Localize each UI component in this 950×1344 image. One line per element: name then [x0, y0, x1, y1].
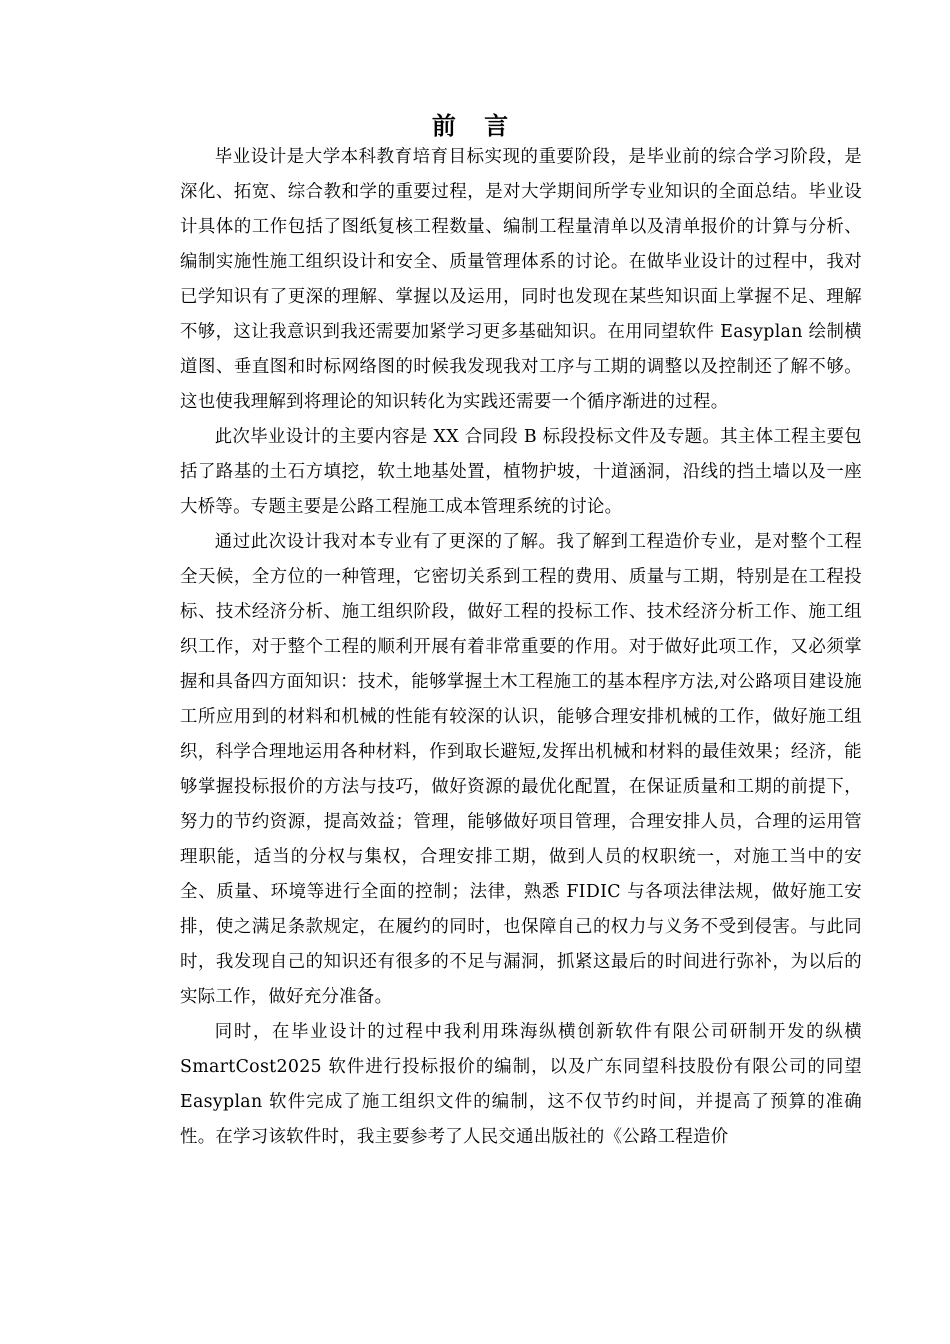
paragraph-1: 毕业设计是大学本科教育培育目标实现的重要阶段，是毕业前的综合学习阶段，是深化、拓宽、综合教和学的重要过程，是对大学期间所学专业知识的全面总结。毕业设计具体的工作包括了图纸复核工程数量、编制工程量清单以及清单报价的计算与分析、编制实施性施工组织设计和安全、质量管理体系的讨论。在做毕业设计的过程中，我对已学知识有了更深的理解、掌握以及运用，同时也发现在某些知识面上掌握不足、理解不够，这让我意识到我还需要加紧学习更多基础知识。在用同望软件 Easyplan 绘制横道图、垂直图和时标网络图的时候我发现我对工序与工期的调整以及控制还了解不够。这也使我理解到将理论的知识转化为实践还需要一个循序渐进的过程。: [180, 147, 862, 412]
document-body: [180, 140, 862, 1155]
paragraph-4: 同时，在毕业设计的过程中我利用珠海纵横创新软件有限公司研制开发的纵横 SmartCost2025 软件进行投标报价的编制，以及广东同望科技股份有限公司的同望 Easyplan 软件完成了施工组织文件的编制，这不仅节约时间，并提高了预算的准确性。在学习该软件时，我主要参考了人民交通出版社的《公路工程造价: [180, 1022, 862, 1147]
page-title: 前 言: [431, 112, 519, 140]
paragraph-3: 通过此次设计我对本专业有了更深的了解。我了解到工程造价专业，是对整个工程全天候，全方位的一种管理，它密切关系到工程的费用、质量与工期，特别是在工程投标、技术经济分析、施工组织阶段，做好工程的投标工作、技术经济分析工作、施工组织工作，对于整个工程的顺利开展有着非常重要的作用。对于做好此项工作，又必须掌握和具备四方面知识：技术，能够掌握土木工程施工的基本程序方法,对公路项目建设施工所应用到的材料和机械的性能有较深的认识，能够合理安排机械的工作，做好施工组织，科学合理地运用各种材料，作到取长避短,发挥出机械和材料的最佳效果；经济，能够掌握投标报价的方法与技巧，做好资源的最优化配置，在保证质量和工期的前提下，努力的节约资源，提高效益；管理，能够做好项目管理，合理安排人员，合理的运用管理职能，适当的分权与集权，合理安排工期，做到人员的权职统一，对施工当中的安全、质量、环境等进行全面的控制；法律，熟悉 FIDIC 与各项法律法规，做好施工安排，使之满足条款规定，在履约的同时，也保障自己的权力与义务不受到侵害。与此同时，我发现自己的知识还有很多的不足与漏洞，抓紧这最后的时间进行弥补，为以后的实际工作，做好充分准备。: [180, 532, 862, 1007]
paragraph-2: 此次毕业设计的主要内容是 XX 合同段 B 标段投标文件及专题。其主体工程主要包括了路基的土石方填挖，软土地基处置，植物护坡，十道涵洞，沿线的挡土墙以及一座大桥等。专题主要是公路工程施工成本管理系统的讨论。: [180, 427, 862, 517]
